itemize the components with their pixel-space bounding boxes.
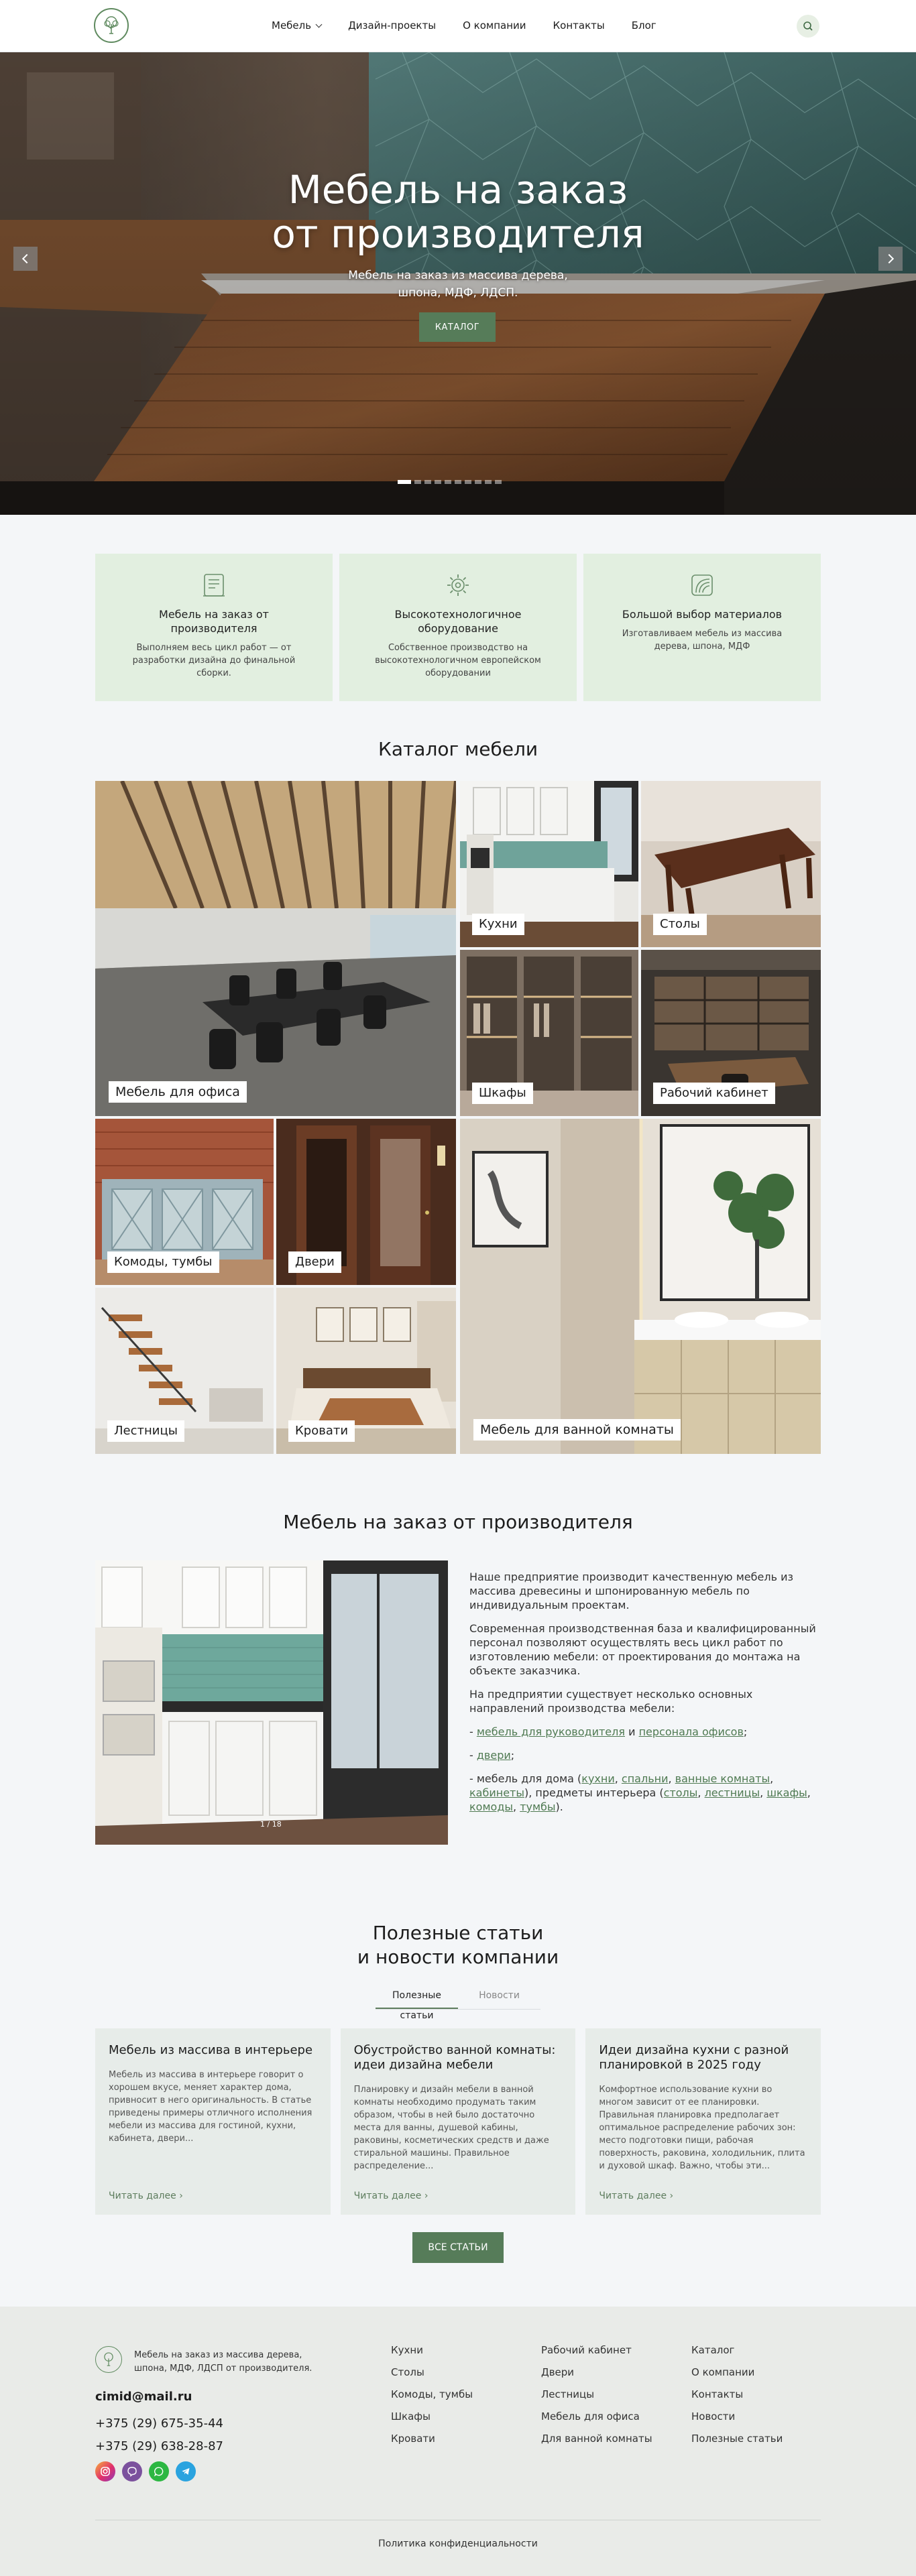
- chevron-down-icon: [316, 21, 323, 28]
- read-more-label: Читать далее: [353, 2191, 422, 2201]
- articles-title-line: Полезные статьи: [372, 1922, 544, 1944]
- about-title: Мебель на заказ от производителя: [283, 1511, 633, 1533]
- slider-dot[interactable]: [495, 480, 502, 484]
- link-tables[interactable]: столы: [663, 1786, 698, 1799]
- tree-logo[interactable]: [94, 8, 129, 43]
- site-footer: [0, 2307, 916, 2576]
- catalog-tile-bathroom[interactable]: [460, 1119, 821, 1454]
- catalog-tile-dressers[interactable]: [95, 1119, 274, 1285]
- link-nightstands[interactable]: тумбы: [520, 1800, 556, 1813]
- slider-dot[interactable]: [455, 480, 461, 484]
- feature-title: Большой выбор материалов: [622, 608, 783, 621]
- footer-column-catalog-2: [541, 2344, 652, 2445]
- read-more-label: Читать далее: [599, 2191, 667, 2201]
- feature-card: [339, 554, 577, 701]
- catalog-tile-office[interactable]: [95, 781, 456, 1116]
- article-card[interactable]: [341, 2028, 576, 2215]
- nav-item-contacts[interactable]: Контакты: [553, 19, 605, 32]
- all-articles-button[interactable]: ВСЕ СТАТЬИ: [412, 2232, 504, 2263]
- text: -: [469, 1749, 477, 1762]
- footer-phone[interactable]: +375 (29) 638-28-87: [95, 2439, 223, 2453]
- footer-link[interactable]: Мебель для офиса: [541, 2410, 640, 2422]
- link-dressers[interactable]: комоды: [469, 1800, 514, 1813]
- article-card[interactable]: [95, 2028, 331, 2215]
- slider-dot[interactable]: [398, 480, 411, 484]
- catalog-title: Каталог мебели: [378, 738, 538, 760]
- hero-subtitle: [0, 267, 916, 302]
- feature-card: [583, 554, 821, 701]
- about-text: [469, 1570, 821, 1823]
- footer-phone[interactable]: +375 (29) 675-35-44: [95, 2416, 223, 2431]
- feature-text: Изготавливаем мебель из массива дерева, шпона, МДФ: [622, 629, 783, 652]
- about-list-item: - мебель для дома (кухни, спальни, ванные комнаты, кабинеты), предметы интерьера (столы, лестницы, шкафы, комоды, тумбы).: [469, 1772, 811, 1813]
- footer-column-company: [691, 2344, 783, 2445]
- features-row: [95, 554, 821, 701]
- bathroom-image: [460, 1119, 821, 1454]
- tile-label: Мебель для офиса: [109, 1081, 247, 1103]
- article-excerpt: Комфортное использование кухни во многом зависит от ее планировки. Правильная планировка предполагает оптимальное распределение рабочих зон: место подготовки пищи, рабочая поверхность, раковина, холодильник, плита и духовой шкаф. Важно, чтобы эти...: [599, 2085, 805, 2171]
- catalog-tile-study[interactable]: [641, 950, 821, 1116]
- chevron-left-icon: [22, 254, 32, 263]
- link-office-staff-furniture[interactable]: персонала офисов: [638, 1725, 744, 1738]
- feature-title: Мебель на заказ от производителя: [159, 608, 269, 635]
- link-stairs[interactable]: лестницы: [704, 1786, 760, 1799]
- footer-link[interactable]: Кровати: [391, 2433, 435, 2445]
- link-wardrobes[interactable]: шкафы: [766, 1786, 807, 1799]
- footer-link[interactable]: Новости: [691, 2410, 736, 2422]
- link-executive-furniture[interactable]: мебель для руководителя: [476, 1725, 625, 1738]
- text: - мебель для дома (: [469, 1772, 582, 1785]
- footer-column-catalog: [391, 2344, 473, 2445]
- link-doors[interactable]: двери: [476, 1749, 511, 1762]
- text: -: [469, 1725, 477, 1738]
- telegram-icon[interactable]: [176, 2461, 196, 2481]
- footer-link[interactable]: Рабочий кабинет: [541, 2344, 632, 2356]
- search-button[interactable]: [797, 15, 819, 38]
- slider-dots: [398, 480, 502, 484]
- document-icon: [198, 570, 229, 601]
- catalog-tile-wardrobes[interactable]: [460, 950, 638, 1116]
- kitchen-gallery-image: [95, 1560, 448, 1845]
- slider-dot[interactable]: [475, 480, 481, 484]
- footer-link[interactable]: Лестницы: [541, 2388, 595, 2400]
- slider-dot[interactable]: [445, 480, 451, 484]
- slider-dot[interactable]: [424, 480, 431, 484]
- hero-title-line: от производителя: [272, 211, 644, 257]
- gear-icon: [443, 570, 473, 601]
- read-more-link[interactable]: [109, 2191, 183, 2201]
- office-image: [95, 781, 456, 1116]
- read-more-link[interactable]: [599, 2191, 673, 2201]
- tile-label: Столы: [653, 914, 707, 935]
- slider-next-button[interactable]: [878, 247, 903, 271]
- about-paragraph: Наше предприятие производит качественную мебель из массива древесины и шпонированную мебель по индивидуальным проектам.: [469, 1571, 793, 1611]
- article-card[interactable]: [585, 2028, 821, 2215]
- tile-label: Комоды, тумбы: [107, 1251, 219, 1273]
- tile-label: Шкафы: [472, 1083, 533, 1104]
- read-more-link[interactable]: [354, 2191, 428, 2201]
- text: и: [625, 1725, 639, 1738]
- catalog-tile-doors[interactable]: [276, 1119, 456, 1285]
- articles-title: [0, 1921, 916, 1969]
- footer-link[interactable]: О компании: [691, 2366, 755, 2378]
- chevron-right-icon: ›: [179, 2191, 183, 2201]
- link-kitchens[interactable]: кухни: [581, 1772, 615, 1785]
- nav-item-about[interactable]: О компании: [463, 19, 526, 32]
- about-list-item: [469, 1725, 821, 1739]
- chevron-right-icon: [884, 254, 894, 263]
- footer-link[interactable]: Комоды, тумбы: [391, 2388, 473, 2400]
- article-title[interactable]: Обустройство ванной комнаты: идеи дизайна мебели: [353, 2043, 556, 2072]
- hero-title-line: Мебель на заказ: [288, 167, 628, 212]
- articles-list: [95, 2028, 821, 2215]
- footer-email[interactable]: cimid@mail.ru: [95, 2390, 192, 2404]
- catalog-tile-tables[interactable]: [641, 781, 821, 947]
- slider-dot[interactable]: [414, 480, 421, 484]
- tab-useful-articles[interactable]: Полезные статьи: [376, 1985, 458, 2009]
- footer-link[interactable]: Полезные статьи: [691, 2433, 783, 2445]
- catalog-tile-kitchens[interactable]: [460, 781, 638, 947]
- tree-logo-icon: [100, 2351, 117, 2368]
- text: ;: [510, 1749, 515, 1762]
- tile-label: Кухни: [472, 914, 524, 935]
- nav-item-label: Мебель: [272, 19, 312, 32]
- wood-texture-icon: [687, 570, 718, 601]
- site-header: [0, 0, 916, 52]
- about-list-item: [469, 1748, 821, 1762]
- feature-card: [95, 554, 333, 701]
- footer-tagline: Мебель на заказ из массива дерева, шпона, МДФ, ЛДСП от производителя.: [134, 2350, 312, 2374]
- footer-link[interactable]: Кухни: [391, 2344, 423, 2356]
- text: ), предметы интерьера (: [524, 1786, 664, 1799]
- slider-dot[interactable]: [435, 480, 441, 484]
- viber-icon[interactable]: [122, 2461, 142, 2481]
- article-title[interactable]: Мебель из массива в интерьере: [109, 2043, 313, 2057]
- footer-link[interactable]: Контакты: [691, 2388, 744, 2400]
- text: ).: [555, 1800, 563, 1813]
- whatsapp-icon[interactable]: [149, 2461, 169, 2481]
- slider-dot[interactable]: [485, 480, 492, 484]
- link-cabinets[interactable]: кабинеты: [469, 1786, 524, 1799]
- gallery-counter: 1 / 18: [260, 1820, 282, 1829]
- slider-prev-button[interactable]: [13, 247, 38, 271]
- about-gallery[interactable]: [95, 1560, 448, 1845]
- nav-item-design-projects[interactable]: Дизайн-проекты: [348, 19, 437, 32]
- tile-label: Двери: [288, 1251, 341, 1273]
- article-excerpt: Планировку и дизайн мебели в ванной комнаты необходимо продумать таким образом, чтобы в ней было достаточно места для ванны, душевой кабины, раковины, косметических средств и даже стиральной машины. Правильное распределение...: [353, 2085, 549, 2171]
- footer-link[interactable]: Двери: [541, 2366, 575, 2378]
- catalog-tile-stairs[interactable]: [95, 1288, 274, 1454]
- tile-label: Рабочий кабинет: [653, 1083, 775, 1104]
- articles-tabs: [376, 1985, 540, 2021]
- slider-dot[interactable]: [465, 480, 471, 484]
- hero-slider: [0, 52, 916, 515]
- chevron-right-icon: ›: [669, 2191, 674, 2201]
- privacy-policy-link[interactable]: Политика конфиденциальности: [378, 2538, 538, 2549]
- footer-link[interactable]: Шкафы: [391, 2410, 431, 2422]
- article-title[interactable]: Идеи дизайна кухни с разной планировкой в 2025 году: [599, 2043, 789, 2072]
- link-bedrooms[interactable]: спальни: [621, 1772, 669, 1785]
- footer-link[interactable]: Каталог: [691, 2344, 735, 2356]
- nav-item-furniture[interactable]: [272, 19, 321, 32]
- tab-news[interactable]: Новости: [479, 1990, 520, 2001]
- feature-text: Выполняем весь цикл работ — от разработки дизайна до финальной сборки.: [132, 643, 296, 678]
- about-paragraph: Современная производственная база и квалифицированный персонал позволяют осуществлять весь цикл работ по изготовлению мебели: от проектирования до монтажа на объекте заказчика.: [469, 1622, 816, 1677]
- feature-text: Собственное производство на высокотехнологичном европейском оборудовании: [375, 643, 541, 678]
- footer-link[interactable]: Для ванной комнаты: [541, 2433, 652, 2445]
- search-icon: [803, 21, 813, 32]
- tree-logo-icon: [100, 14, 123, 37]
- hero-title: [0, 168, 916, 256]
- nav-item-blog[interactable]: Блог: [631, 19, 656, 32]
- social-links: [95, 2461, 196, 2481]
- about-paragraph: На предприятии существует несколько основных направлений производства мебели:: [469, 1688, 753, 1715]
- feature-title: Высокотехнологичное оборудование: [394, 608, 522, 635]
- link-bathrooms[interactable]: ванные комнаты: [675, 1772, 770, 1785]
- hero-subtitle-line: Мебель на заказ из массива дерева,: [348, 269, 568, 282]
- text: ;: [743, 1725, 748, 1738]
- read-more-label: Читать далее: [109, 2191, 176, 2201]
- articles-title-line: и новости компании: [357, 1946, 559, 1968]
- tree-logo[interactable]: [95, 2346, 122, 2373]
- instagram-icon[interactable]: [95, 2461, 115, 2481]
- main-nav: [272, 19, 656, 32]
- article-excerpt: Мебель из массива в интерьере говорит о хорошем вкусе, меняет характер дома, привносит в него оригинальность. В статье приведены примеры отличного исполнения мебели из массива для гостиной, кухни, кабинета, двери...: [109, 2070, 312, 2144]
- tile-label: Кровати: [288, 1420, 355, 1442]
- catalog-button[interactable]: КАТАЛОГ: [419, 312, 496, 342]
- hero-subtitle-line: шпона, МДФ, ЛДСП.: [398, 286, 518, 300]
- tile-label: Мебель для ванной комнаты: [473, 1419, 681, 1440]
- footer-link[interactable]: Столы: [391, 2366, 424, 2378]
- tile-label: Лестницы: [107, 1420, 184, 1442]
- catalog-tile-beds[interactable]: [276, 1288, 456, 1454]
- chevron-right-icon: ›: [424, 2191, 428, 2201]
